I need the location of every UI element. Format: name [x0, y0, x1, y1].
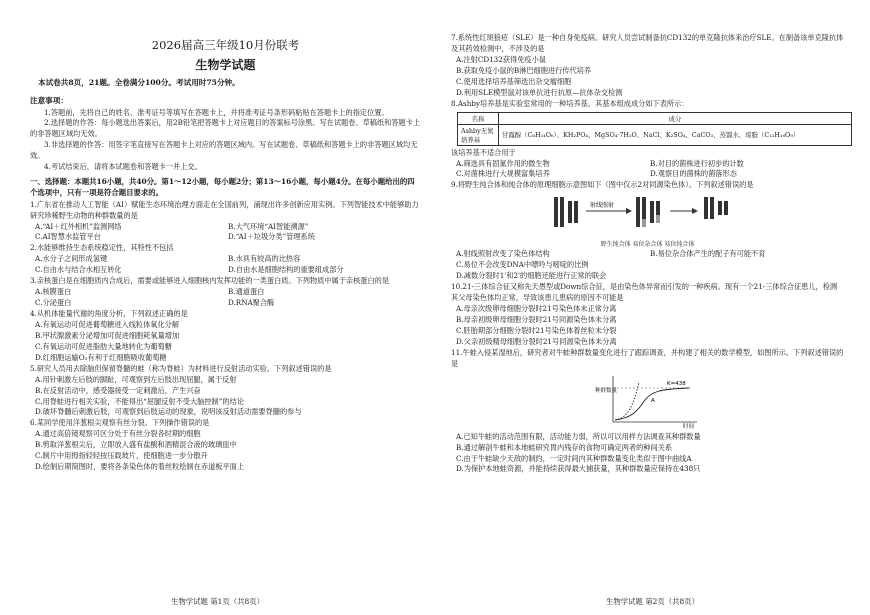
chromosome-bar: [656, 201, 660, 215]
question-list-left: [30, 200, 421, 473]
question-stem: 7.系统性红斑狼疮（SLE）是一种自身免疫病。研究人员尝试制备抗CD132的单克隆抗体来治疗SLE。在制备该单克隆抗体及其药效检测中，不涉及的是: [451, 33, 844, 53]
page-footer-right: 生物学试题 第2页（共8页）: [605, 597, 700, 606]
option: C.自由水与结合水相互转化: [35, 265, 122, 275]
chromosome-bar: [650, 201, 654, 223]
option: D.自由水是细胞结构的重要组成部分: [228, 265, 344, 275]
question-stem: 3.亲核蛋白是在细胞质内合成后，需要或能够进入细胞核内发挥功能的一类蛋白质。下列物质中属于亲核蛋白的是: [30, 276, 390, 286]
chromosome-figure: [548, 193, 748, 237]
chromosome-bar: [642, 219, 646, 227]
option: D.父亲初级精母细胞分裂时21号同源染色体未分离: [456, 336, 617, 346]
notes-list: [30, 108, 421, 174]
option: C.制片中用拇指轻轻按压载玻片，使细胞进一步分散开: [35, 451, 208, 461]
question-9-options-long: [451, 260, 844, 282]
question-9-options: [451, 249, 844, 260]
option: A.筛选具有固氮作用的微生物: [456, 158, 550, 168]
option: D.为保护本地蛙资源，并能持续获得最大捕获量，其种群数量应保持在438只: [456, 464, 701, 474]
curve-a-label: A: [650, 397, 655, 404]
option: D.红细胞运输O₂有利于红细胞吸收葡萄糖: [35, 352, 167, 362]
question-options: [30, 375, 421, 419]
chromosome-bar: [710, 197, 714, 219]
option: C.由于牛蛙缺少天敌的制约，一定时间内其种群数量变化类似于图中曲线A: [456, 453, 692, 463]
chromosome-bar: [574, 201, 578, 223]
table-cell-name: Ashby无氮培养基: [458, 124, 499, 145]
option: C.使用选择培养基筛选出杂交瘤细胞: [456, 76, 572, 86]
k-label: K=438: [666, 380, 686, 387]
option: C.AI智慧水监管平台: [35, 232, 101, 242]
chromosome-bar: [704, 197, 708, 219]
chromosome-bar: [554, 197, 558, 227]
note-item: 1.答题前，先将自己的姓名、准考证号等填写在答题卡上，并将准考证号条形码粘贴在答题卡上的指定位置。: [44, 107, 389, 117]
question-10-options: [451, 304, 844, 348]
table-cell-composition: 甘露醇（C₆H₁₄O₆）、KH₂PO₄、MgSO₄·7H₂O、NaCl、K₂SO₄、CaCO₃、蒸馏水、琼脂（C₁₂H₁₈O₉）: [499, 124, 852, 145]
note-item: 2.选择题的作答：每小题选出答案后，用2B铅笔把答题卡上对应题目的答案标号涂黑。写在试题卷、草稿纸和答题卡上的非答题区域均无效。: [30, 118, 421, 139]
option: B.易位杂合体产生的配子有可能不育: [650, 249, 766, 259]
option: B.甲状腺激素分泌增加可促进细胞耗氧量增加: [35, 330, 180, 340]
question-8-stem: 8.Ashby培养基是实验室常用的一种培养基，其基本组成成分如下表所示：: [451, 98, 689, 108]
option: B.通道蛋白: [228, 287, 265, 297]
question-options: [30, 254, 421, 276]
question-options: [30, 429, 421, 473]
question-options: [30, 287, 421, 309]
option: A.有氧运动可促进葡萄糖进入线粒体氧化分解: [35, 319, 180, 329]
chromosome-bar: [724, 201, 728, 215]
option: C.有氧运动可促进脂肪大量地转化为葡萄糖: [35, 341, 172, 351]
exam-info: 本试卷共8页，21题。全卷满分100分。考试用时75分钟。: [38, 77, 240, 87]
arrow-head-icon: [626, 208, 632, 214]
option: D.减数分裂时1'和2'的细胞还能进行正常的联会: [456, 271, 607, 281]
option: A.已知牛蛙的活动范围有限，活动能力弱，所以可以用样方法调查其种群数量: [456, 431, 701, 441]
option: B.母亲初级卵母细胞分裂时21号同源染色体未分离: [456, 314, 617, 324]
question-stem: 4.从机体能量代谢的角度分析，下列叙述正确的是: [30, 309, 188, 319]
note-item: 3.非选择题的作答：用签字笔直接写在答题卡上对应的答题区域内。写在试题卷、草稿纸和答题卡上的非答题区域均无效。: [30, 140, 418, 161]
option: B.水具有较高的比热容: [228, 254, 301, 264]
option: C.对菌株进行大规模富集培养: [456, 169, 550, 179]
question-stem: 1.广东省在推动人工智能（AI）赋能生态环境治理方面走在全国前列，涌现出许多创新应用实例。下列智能技术中能够助力研究珍稀野生动物的种群数量的是: [30, 199, 419, 220]
option: A.通过高倍镜观察可区分处于有丝分裂各时期的细胞: [35, 429, 201, 439]
table-header-composition: 成分: [499, 112, 852, 124]
page-footer-left: 生物学试题 第1页（共8页）: [170, 597, 265, 606]
option: D.破坏脊髓后刺激后肢，可观察到后肢运动的现象，说明该反射活动需要脊髓的参与: [35, 407, 302, 417]
y-axis-label: 种群数量: [594, 387, 617, 394]
figure-caption: 野生纯合体 易位杂合体 易位纯合体: [600, 241, 695, 249]
chromosome-bar: [560, 197, 564, 227]
option: B.大气环境“AI智能溯源”: [228, 221, 309, 231]
option: B.对目的菌株进行初步的计数: [650, 158, 744, 168]
question-options: [30, 222, 421, 244]
arrow-head-icon: [692, 208, 698, 214]
option: C.胚胎期部分细胞分裂时21号染色体着丝粒未分裂: [456, 325, 617, 335]
option: A.核膜蛋白: [35, 287, 72, 297]
option: B.获取免疫小鼠的B淋巴细胞进行传代培养: [456, 65, 592, 75]
x-axis-label: 时间: [682, 423, 694, 430]
chromosome-bar: [718, 201, 722, 215]
section-heading: 一、选择题：本题共16小题，共40分。第1～12小题，每小题2分；第13～16小题，每小题4分。在每小题给出的四个选项中，只有一项是符合题目要求的。: [30, 177, 415, 198]
option: D.观察目的菌株的菌落形态: [650, 169, 737, 179]
option: A.注射CD132获得免疫小鼠: [456, 54, 546, 64]
option: C.分泌蛋白: [35, 298, 72, 308]
option: A.用针刺激左后肢的脚趾，可观察到左后肢出现屈腿，属于反射: [35, 374, 237, 384]
note-item: 4.考试结束后，请将本试题卷和答题卡一并上交。: [44, 162, 202, 172]
curve-a: [615, 388, 689, 420]
option: D.利用SLE模型鼠对该单抗进行抗原—抗体杂交检测: [456, 87, 623, 97]
question-stem: 5.研究人员用去除脑但保留脊髓的蛙（称为脊蛙）为材料进行反射活动实验。下列叙述错误的是: [30, 363, 332, 373]
question-8-options: [451, 159, 844, 181]
question-list-right: [451, 33, 844, 99]
question-stem: 6.某同学使用洋葱根尖观察有丝分裂。下列操作错误的是: [30, 418, 210, 428]
option: B.通过解剖牛蛙和本地蛙研究胃内残存的食物可确定两者的种间关系: [456, 442, 673, 452]
chromosome-bar: [656, 215, 660, 223]
option: D.绘制后期简图时，要将各条染色体的着丝粒绘制在赤道板平面上: [35, 462, 245, 472]
question-stem: 2.水能够维持生态系统稳定性，其特性不包括: [30, 243, 174, 253]
question-options: [30, 320, 421, 364]
option: B.剪取洋葱根尖后，立即放入盛有盐酸和酒精混合液的玻璃皿中: [35, 440, 237, 450]
ashby-table: [457, 112, 852, 146]
option: A.射线照射改变了染色体结构: [456, 249, 550, 259]
option: C.易位不会改变DNA中嘌呤与嘧啶的比例: [456, 260, 589, 270]
question-11-options: [451, 432, 844, 476]
table-header-name: 名称: [458, 112, 499, 124]
chromosome-bar: [642, 197, 646, 219]
notes-title: 注意事项：: [30, 95, 68, 105]
option: A.“AI＋红外相机”监测网络: [35, 221, 122, 231]
exam-page-right: [435, 0, 870, 615]
arrow-label: 射线照射: [589, 202, 614, 210]
option: C.用脊蛙进行相关实验，不能得出“屈腿反射不受大脑控制”的结论: [35, 396, 244, 406]
option: B.在反射活动中，感受器接受一定刺激后，产生兴奋: [35, 385, 201, 395]
question-9-stem: 9.将野生纯合体和纯合体的原理细胞示意图如下（图中仅示2对同源染色体）。下列叙述错误的是: [451, 180, 754, 190]
question-10-stem: 10.21-三体综合征又称先天愚型或Down综合征，是由染色体异常而引发的一种疾病。现有一个21-三体综合征患儿，检测其父母染色体均正常，导致该患儿患病的原因不可能是: [451, 282, 838, 303]
subject-title: 生物学试题: [195, 57, 256, 72]
chromosome-bar: [568, 201, 572, 223]
population-graph: [593, 372, 703, 430]
exam-title: 2026届高三年级10月份联考: [151, 38, 300, 52]
question-8-tail: 该培养基不适合用于: [451, 147, 516, 157]
question-options: [451, 55, 844, 99]
chromosome-bar: [636, 197, 640, 227]
question-11-stem: 11.牛蛙入侵某湿地后，研究者对牛蛙种群数量变化进行了跟踪调查，并构建了相关的数学模型，如图所示。下列叙述错误的是: [451, 347, 844, 368]
option: D.RNA聚合酶: [228, 298, 275, 308]
option: A.母亲次级卵母细胞分裂时21号染色体未正常分离: [456, 304, 617, 313]
option: D.“AI＋垃圾分类”管理系统: [228, 232, 315, 242]
option: A.水分子之间形成氢键: [35, 254, 108, 264]
